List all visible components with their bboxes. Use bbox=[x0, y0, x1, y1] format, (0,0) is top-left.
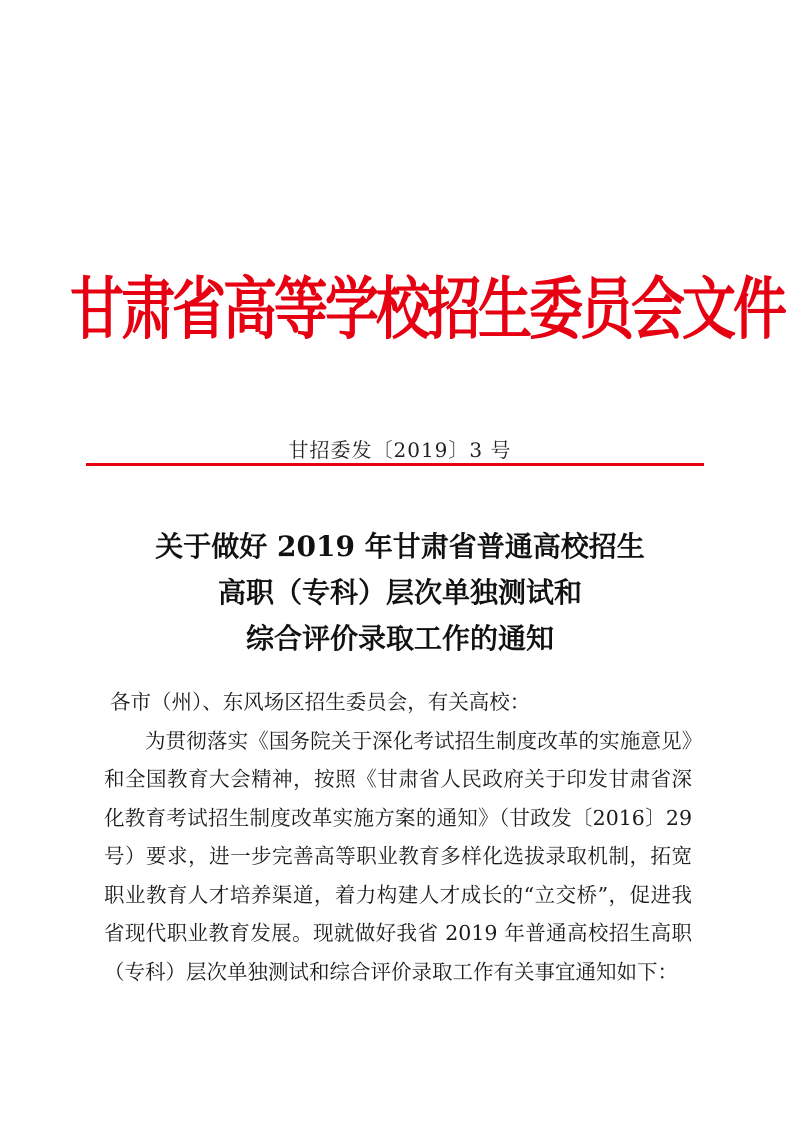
notice-title-line: 关于做好 2019 年甘肃省普通高校招生 bbox=[155, 530, 645, 563]
issuer-header: 甘肃省高等学校招生委员会文件 bbox=[70, 270, 784, 349]
notice-title-line: 高职（专科）层次单独测试和 bbox=[217, 576, 582, 609]
notice-title bbox=[60, 524, 740, 662]
body-paragraph: 为贯彻落实《国务院关于深化考试招生制度改革的实施意见》和全国教育大会精神，按照《甘肃省人民政府关于印发甘肃省深化教育考试招生制度改革实施方案的通知》（甘政发〔2016〕29 号）要求，进一步完善高等职业教育多样化选拔录取机制，拓宽职业教育人才培养渠道，着力构建人才成长的“立交桥”，促进我省现代职业教育发展。现就做好我省 2019 年普通高校招生高职（专科）层次单独测试和综合评价录取工作有关事宜通知如下： bbox=[104, 728, 692, 984]
red-divider-line bbox=[86, 463, 704, 466]
document-number: 甘招委发〔2019〕3 号 bbox=[288, 438, 512, 462]
salutation: 各市（州）、东风场区招生委员会，有关高校： bbox=[110, 690, 531, 714]
notice-title-line: 综合评价录取工作的通知 bbox=[245, 622, 554, 655]
document-body bbox=[104, 683, 692, 991]
